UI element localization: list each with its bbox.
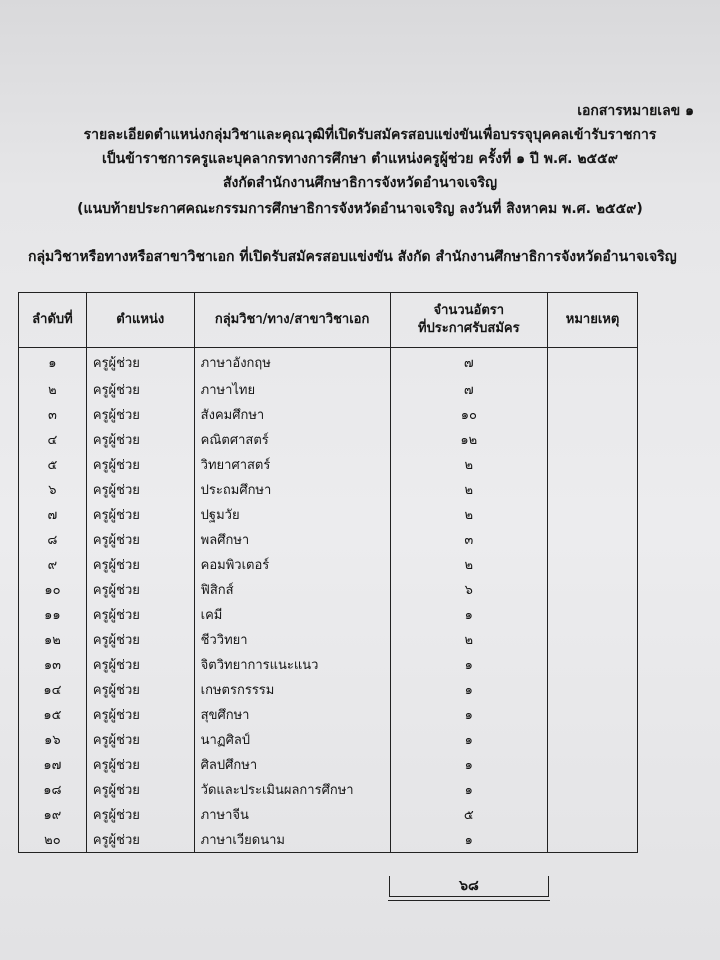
cell-subject: คณิตศาสตร์ — [194, 427, 390, 452]
table-row — [19, 552, 638, 577]
table-row — [19, 727, 638, 752]
cell-position: ครูผู้ช่วย — [86, 777, 194, 802]
cell-count: ๗ — [390, 348, 548, 377]
cell-position: ครูผู้ช่วย — [86, 427, 194, 452]
cell-count: ๒ — [390, 627, 548, 652]
col-header-subject: กลุ่มวิชา/ทาง/สาขาวิชาเอก — [194, 293, 390, 348]
cell-subject: คอมพิวเตอร์ — [194, 552, 390, 577]
cell-note — [548, 527, 638, 552]
cell-no: ๙ — [19, 552, 87, 577]
cell-subject: สังคมศึกษา — [194, 402, 390, 427]
cell-no: ๓ — [19, 402, 87, 427]
table-row — [19, 577, 638, 602]
table-row — [19, 452, 638, 477]
cell-note — [548, 377, 638, 402]
cell-no: ๑๔ — [19, 677, 87, 702]
table-row — [19, 527, 638, 552]
total-count: ๖๘ — [389, 876, 549, 897]
cell-count: ๗ — [390, 377, 548, 402]
cell-no: ๒ — [19, 377, 87, 402]
cell-count: ๑ — [390, 827, 548, 853]
table-row — [19, 827, 638, 853]
table-row — [19, 627, 638, 652]
cell-count: ๑๐ — [390, 402, 548, 427]
cell-count: ๑ — [390, 727, 548, 752]
table-row — [19, 377, 638, 402]
cell-subject: วิทยาศาสตร์ — [194, 452, 390, 477]
header-line-3: สังกัดสำนักงานศึกษาธิการจังหวัดอำนาจเจริญ — [222, 175, 498, 191]
cell-no: ๑๗ — [19, 752, 87, 777]
cell-note — [548, 348, 638, 377]
header-line-1: รายละเอียดตำแหน่งกลุ่มวิชาและคุณวุฒิที่เปิดรับสมัครสอบแข่งขันเพื่อบรรจุบุคคลเข้ารับราชการ — [83, 127, 657, 143]
cell-position: ครูผู้ช่วย — [86, 552, 194, 577]
cell-note — [548, 477, 638, 502]
cell-subject: นาฏศิลป์ — [194, 727, 390, 752]
cell-position: ครูผู้ช่วย — [86, 827, 194, 853]
cell-position: ครูผู้ช่วย — [86, 652, 194, 677]
cell-count: ๑ — [390, 652, 548, 677]
cell-no: ๑๕ — [19, 702, 87, 727]
cell-note — [548, 702, 638, 727]
cell-position: ครูผู้ช่วย — [86, 727, 194, 752]
cell-subject: ปฐมวัย — [194, 502, 390, 527]
cell-subject: สุขศึกษา — [194, 702, 390, 727]
cell-subject: ศิลปศึกษา — [194, 752, 390, 777]
cell-no: ๒๐ — [19, 827, 87, 853]
cell-subject: ชีววิทยา — [194, 627, 390, 652]
positions-table — [18, 292, 638, 853]
table-row — [19, 348, 638, 377]
cell-no: ๘ — [19, 527, 87, 552]
cell-count: ๒ — [390, 452, 548, 477]
cell-no: ๑๓ — [19, 652, 87, 677]
cell-no: ๑๘ — [19, 777, 87, 802]
table-row — [19, 752, 638, 777]
cell-note — [548, 452, 638, 477]
table-row — [19, 777, 638, 802]
cell-note — [548, 402, 638, 427]
cell-no: ๔ — [19, 427, 87, 452]
cell-subject: ประถมศึกษา — [194, 477, 390, 502]
cell-note — [548, 727, 638, 752]
document-number: เอกสารหมายเลข ๑ — [577, 103, 694, 119]
table-row — [19, 427, 638, 452]
cell-no: ๑๙ — [19, 802, 87, 827]
cell-count: ๒ — [390, 477, 548, 502]
cell-count: ๕ — [390, 802, 548, 827]
cell-note — [548, 802, 638, 827]
cell-position: ครูผู้ช่วย — [86, 702, 194, 727]
cell-position: ครูผู้ช่วย — [86, 752, 194, 777]
cell-position: ครูผู้ช่วย — [86, 627, 194, 652]
cell-count: ๑ — [390, 602, 548, 627]
cell-note — [548, 752, 638, 777]
table-subtitle: กลุ่มวิชาหรือทางหรือสาขาวิชาเอก ที่เปิดรับสมัครสอบแข่งขัน สังกัด สำนักงานศึกษาธิการจังหวัดอำนาจเจริญ — [28, 249, 677, 265]
table-row — [19, 502, 638, 527]
cell-position: ครูผู้ช่วย — [86, 677, 194, 702]
cell-note — [548, 777, 638, 802]
cell-no: ๑ — [19, 348, 87, 377]
cell-no: ๑๖ — [19, 727, 87, 752]
table-row — [19, 602, 638, 627]
cell-subject: วัดและประเมินผลการศึกษา — [194, 777, 390, 802]
cell-no: ๑๐ — [19, 577, 87, 602]
cell-count: ๒ — [390, 552, 548, 577]
table-header-row — [19, 293, 638, 348]
cell-note — [548, 552, 638, 577]
cell-subject: ภาษาจีน — [194, 802, 390, 827]
cell-subject: ฟิสิกส์ — [194, 577, 390, 602]
cell-position: ครูผู้ช่วย — [86, 452, 194, 477]
cell-count: ๑ — [390, 777, 548, 802]
cell-count: ๒ — [390, 502, 548, 527]
col-header-note: หมายเหตุ — [548, 293, 638, 348]
cell-count: ๓ — [390, 527, 548, 552]
cell-subject: จิตวิทยาการแนะแนว — [194, 652, 390, 677]
table-body — [19, 348, 638, 853]
table-row — [19, 702, 638, 727]
cell-subject: พลศึกษา — [194, 527, 390, 552]
cell-subject: ภาษาอังกฤษ — [194, 348, 390, 377]
table-row — [19, 802, 638, 827]
cell-count: ๑ — [390, 702, 548, 727]
cell-position: ครูผู้ช่วย — [86, 402, 194, 427]
cell-position: ครูผู้ช่วย — [86, 577, 194, 602]
cell-note — [548, 502, 638, 527]
cell-no: ๑๑ — [19, 602, 87, 627]
col-header-position: ตำแหน่ง — [86, 293, 194, 348]
cell-count: ๑๒ — [390, 427, 548, 452]
cell-note — [548, 602, 638, 627]
cell-note — [548, 627, 638, 652]
cell-note — [548, 427, 638, 452]
table-row — [19, 477, 638, 502]
col-header-no: ลำดับที่ — [19, 293, 87, 348]
table-row — [19, 402, 638, 427]
cell-no: ๑๒ — [19, 627, 87, 652]
cell-no: ๗ — [19, 502, 87, 527]
cell-no: ๖ — [19, 477, 87, 502]
cell-count: ๑ — [390, 752, 548, 777]
table-row — [19, 652, 638, 677]
cell-position: ครูผู้ช่วย — [86, 802, 194, 827]
header-line-4: (แนบท้ายประกาศคณะกรรมการศึกษาธิการจังหวัดอำนาจเจริญ ลงวันที่ สิงหาคม พ.ศ. ๒๕๕๙) — [77, 201, 643, 217]
cell-count: ๖ — [390, 577, 548, 602]
cell-note — [548, 577, 638, 602]
cell-no: ๕ — [19, 452, 87, 477]
cell-position: ครูผู้ช่วย — [86, 502, 194, 527]
cell-position: ครูผู้ช่วย — [86, 477, 194, 502]
cell-note — [548, 652, 638, 677]
cell-subject: เกษตรกรรรม — [194, 677, 390, 702]
col-header-count: จำนวนอัตรา ที่ประกาศรับสมัคร — [390, 293, 548, 348]
cell-subject: ภาษาเวียดนาม — [194, 827, 390, 853]
cell-count: ๑ — [390, 677, 548, 702]
cell-position: ครูผู้ช่วย — [86, 377, 194, 402]
cell-position: ครูผู้ช่วย — [86, 527, 194, 552]
cell-note — [548, 827, 638, 853]
cell-position: ครูผู้ช่วย — [86, 348, 194, 377]
cell-subject: เคมี — [194, 602, 390, 627]
cell-position: ครูผู้ช่วย — [86, 602, 194, 627]
cell-subject: ภาษาไทย — [194, 377, 390, 402]
table-row — [19, 677, 638, 702]
header-line-2: เป็นข้าราชการครูและบุคลากรทางการศึกษา ตำแหน่งครูผู้ช่วย ครั้งที่ ๑ ปี พ.ศ. ๒๕๕๙ — [101, 151, 618, 167]
cell-note — [548, 677, 638, 702]
